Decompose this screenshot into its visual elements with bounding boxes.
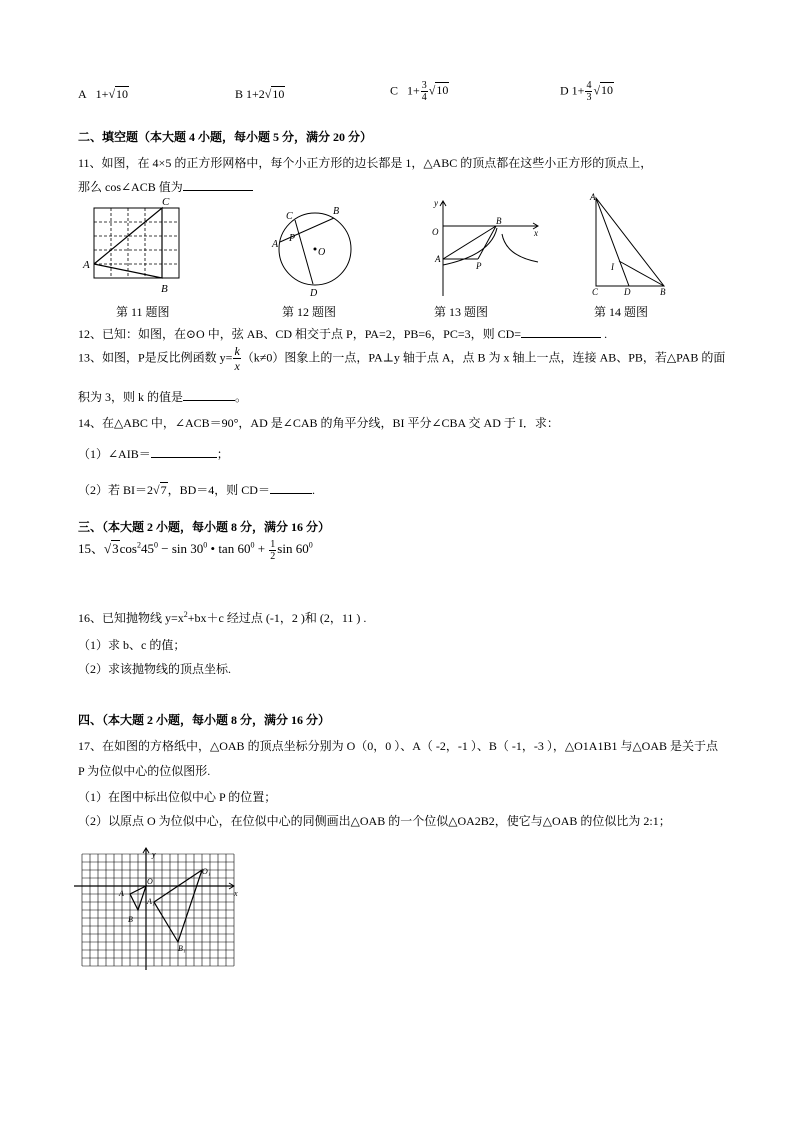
f14-label-d: D [624, 287, 631, 297]
section-4-title: 四、（本大题 2 小题，每小题 8 分，满分 16 分） [78, 713, 331, 727]
f12-label-p: P [289, 233, 296, 244]
q12-text: 12、已知：如图，在⊙O 中，弦 AB、CD 相交于点 P，PA=2，PB=6，PC=3，则 CD= . [78, 327, 608, 341]
f12-label-c: C [286, 211, 293, 222]
f11-label-b: B [161, 283, 168, 295]
q17-part1: （1）在图中标出位似中心 P 的位置； [78, 790, 277, 804]
f13-label-x: x [534, 228, 538, 238]
q14-part1: （1）∠AIB＝ ； [78, 447, 229, 461]
grid-label-x: x [234, 889, 238, 898]
grid-label-b: B [128, 915, 133, 924]
q17-coordinate-grid [74, 846, 246, 972]
q17-part2: （2）以原点 O 为位似中心，在位似中心的同侧画出△OAB 的一个位似△OA2B2，使它与△OAB 的位似比为 2:1； [78, 814, 671, 828]
f12-label-a: A [272, 239, 279, 250]
q13-line2: 积为 3，则 k 的值是 。 [78, 390, 248, 404]
f14-label-c: C [592, 287, 599, 297]
f11-label-a: A [83, 259, 90, 271]
f13-label-p: P [476, 261, 482, 271]
q11-line1: 11、如图，在 4×5 的正方形网格中，每个小正方形的边长都是 1，△ABC 的顶点都在这些小正方形的顶点上， [78, 156, 653, 170]
figure-13-hyperbola [428, 196, 544, 300]
q16-text: 16、已知抛物线 $y=x^2+bx+c$ 经过点 (-1，2 )和 (2，11 ) . [78, 610, 367, 625]
f13-label-o: O [432, 227, 439, 237]
figure-12-circle [268, 202, 358, 298]
q13-line1: 13、如图，P是反比例函数 y= $\frac{k}{x}$ （k≠0）图象上的一点，PA⊥y 轴于点 A，点 B 为 x 轴上一点，连接 AB、PB，若△PAB 的面 [78, 344, 726, 373]
f13-label-b: B [496, 216, 502, 226]
q15-expression: 15、$√3\cos^245^0 - \sin 30^0$ • $\tan 60^0$ + $\frac{1}{2}$ $\sin 60^0$ [78, 538, 313, 562]
option-a: A 1+√10 [78, 87, 129, 101]
caption-fig-11: 第 11 题图 [116, 305, 170, 319]
q14-part2: （2）若 BI＝2√7，BD＝4，则 CD＝ . [78, 483, 315, 497]
grid-label-a1: A₁ [147, 897, 155, 906]
q11-line2: 那么 cos∠ACB 值为 [78, 178, 253, 195]
f11-label-c: C [162, 196, 170, 208]
section-2-title: 二、填空题（本大题 4 小题，每小题 5 分，满分 20 分） [78, 130, 373, 144]
option-b: B 1+2√10 [235, 87, 285, 101]
q17-line1: 17、在如图的方格纸中，△OAB 的顶点坐标分别为 O（0，0 ）、A（ -2，-1 ）、B（ -1，-3 ），△O1A1B1 与△OAB 是关于点 [78, 739, 719, 753]
q14-text: 14、在△ABC 中，∠ACB＝90°，AD 是∠CAB 的角平分线，BI 平分∠CBA 交 AD 于 I．求： [78, 416, 559, 430]
q17-line2: P 为位似中心的位似图形. [78, 764, 211, 778]
grid-label-b1: B₁ [178, 944, 186, 953]
f12-label-b: B [333, 206, 340, 217]
figure-11-grid [80, 194, 190, 296]
q16-part2: （2）求该抛物线的顶点坐标. [78, 662, 232, 676]
grid-label-a: A [119, 889, 124, 898]
caption-fig-12: 第 12 题图 [282, 305, 337, 319]
f14-label-b: B [660, 287, 666, 297]
f13-label-y: y [434, 198, 438, 208]
f14-label-a: A [590, 192, 596, 202]
f12-label-d: D [310, 288, 318, 298]
grid-label-y: y [152, 850, 156, 859]
section-3-title: 三、（本大题 2 小题，每小题 8 分，满分 16 分） [78, 520, 331, 534]
caption-fig-13: 第 13 题图 [434, 305, 489, 319]
f14-label-i: I [611, 262, 614, 272]
f12-label-o: O [318, 247, 326, 258]
grid-label-o1: O₁ [202, 867, 211, 876]
option-c: C 1+ $\frac{3}{4}$ √10 [390, 80, 449, 103]
f13-label-a: A [435, 254, 441, 264]
figure-14-triangle [586, 190, 672, 300]
q16-part1: （1）求 b、c 的值； [78, 638, 186, 652]
grid-label-o: O [147, 877, 153, 886]
caption-fig-14: 第 14 题图 [594, 305, 649, 319]
option-d: D 1+ $\frac{4}{3}$ √10 [560, 80, 614, 103]
